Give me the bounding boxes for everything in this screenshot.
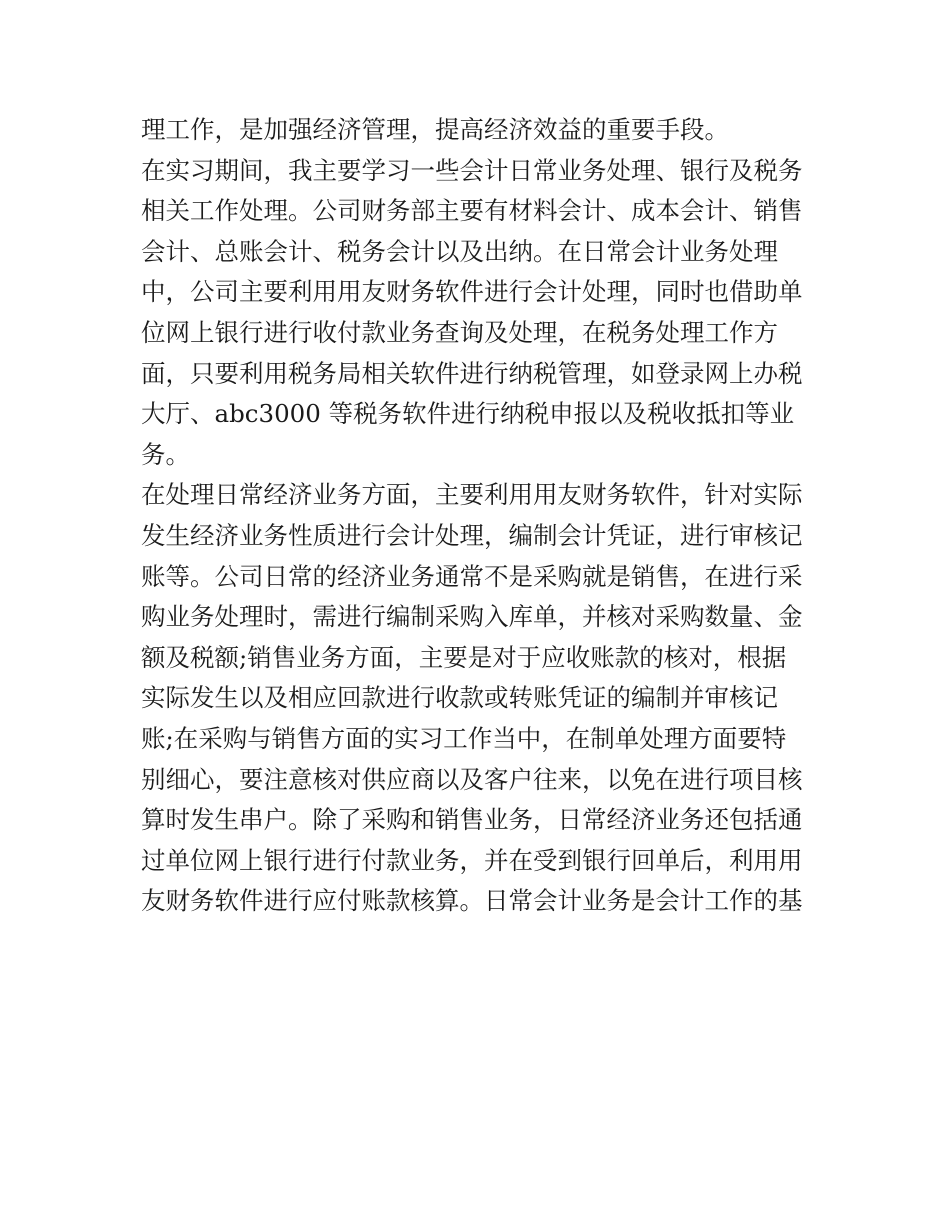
text-line-19: 过单位网上银行进行付款业务，并在受到银行回单后，利用用 (141, 845, 803, 875)
text-line-11: 发生经济业务性质进行会计处理，编制会计凭证，进行审核记 (141, 520, 803, 550)
text-line-7: 面，只要利用税务局相关软件进行纳税管理，如登录网上办税 (141, 358, 803, 388)
text-line-1: 理工作，是加强经济管理，提高经济效益的重要手段。 (141, 115, 729, 144)
text-line-9: 务。 (141, 439, 190, 469)
text-line-5: 中，公司主要利用用友财务软件进行会计处理，同时也借助单 (141, 277, 803, 307)
text-line-10: 在处理日常经济业务方面，主要利用用友财务软件，针对实际 (141, 480, 803, 510)
text-line-16: 账;在采购与销售方面的实习工作当中，在制单处理方面要特 (141, 723, 787, 753)
text-line-13: 购业务处理时，需进行编制采购入库单，并核对采购数量、金 (141, 602, 803, 632)
text-line-12: 账等。公司日常的经济业务通常不是采购就是销售，在进行采 (141, 561, 803, 591)
text-line-15: 实际发生以及相应回款进行收款或转账凭证的编制并审核记 (141, 683, 778, 713)
text-line-17: 别细心，要注意核对供应商以及客户往来，以免在进行项目核 (141, 764, 803, 794)
text-line-20: 友财务软件进行应付账款核算。日常会计业务是会计工作的基 (141, 886, 803, 916)
text-line-14: 额及税额;销售业务方面，主要是对于应收账款的核对，根据 (141, 642, 787, 672)
text-line-18: 算时发生串户。除了采购和销售业务，日常经济业务还包括通 (141, 805, 803, 835)
body-text (141, 110, 821, 922)
text-line-3: 相关工作处理。公司财务部主要有材料会计、成本会计、销售 (141, 196, 803, 226)
text-line-2: 在实习期间，我主要学习一些会计日常业务处理、银行及税务 (141, 155, 803, 185)
text-line-4: 会计、总账会计、税务会计以及出纳。在日常会计业务处理 (141, 236, 778, 266)
text-line-6: 位网上银行进行收付款业务查询及处理，在税务处理工作方 (141, 317, 778, 347)
text-line-8: 大厅、abc3000 等税务软件进行纳税申报以及税收抵扣等业 (141, 399, 795, 429)
